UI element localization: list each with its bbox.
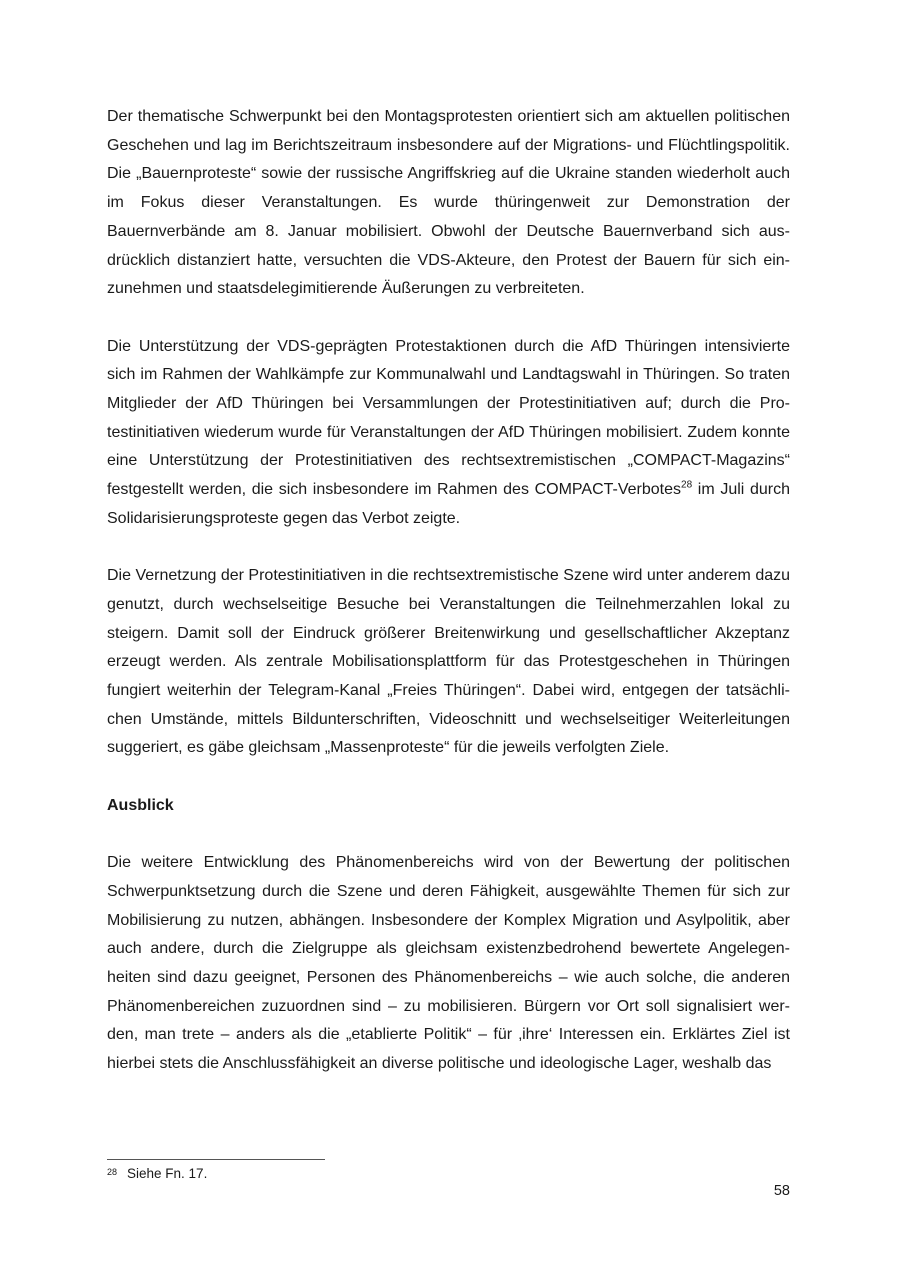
paragraph-montagsproteste: Der thematische Schwerpunkt bei den Montagsprotesten orientiert sich am aktuellen politischen Geschehen und lag im Berichtszeitraum insbesondere auf der Migrations- und Flüchtlingspolitik. Die „Bauernproteste“ sowie der russische Angriffskrieg auf die Ukraine standen wiederholt auch im Fokus dieser Veranstaltungen. Es wurde thüringenweit zur Demonstration der Bauernverbände am 8. Januar mobilisiert. Obwohl der Deutsche Bauernverband sich ausdrücklich distanziert hatte, versuchten die VDS-Akteure, den Protest der Bauern für sich einzunehmen und staatsdelegimitierende Äußerungen zu verbreiteten. — [107, 108, 790, 298]
footnote-28 — [107, 1165, 207, 1183]
page-body — [107, 103, 790, 1079]
page-number: 58 — [773, 1183, 790, 1199]
paragraph-afd-unterstuetzung — [107, 333, 790, 534]
paragraph-ausblick: Die weitere Entwicklung des Phänomenbereichs wird von der Bewertung der politischen Schwerpunktsetzung durch die Szene und deren Fähigkeit, ausgewählte Themen für sich zur Mobilisierung zu nutzen, abhängen. Insbesondere der Komplex Migration und Asylpolitik, aber auch andere, durch die Zielgruppe als gleichsam existenzbedrohend bewertete Angelegenheiten sind dazu geeignet, Personen des Phänomenbereichs – wie auch solche, die anderen Phänomenbereichen zuzuordnen sind – zu mobilisieren. Bürgern vor Ort soll signalisiert werden, man trete – anders als die „etablierte Politik“ – für ‚ihre‘ Interessen ein. Erklärtes Ziel ist hierbei stets die Anschlussfähigkeit an diverse politische und ideologische Lager, weshalb das — [107, 854, 790, 1073]
footnote-text: Siehe Fn. 17. — [127, 1166, 208, 1181]
footnote-divider — [107, 1159, 325, 1160]
paragraph-afd-text-end: im Juli durch Solidarisierungsproteste gegen das Verbot zeigte. — [107, 481, 791, 527]
section-heading-ausblick: Ausblick — [107, 796, 174, 814]
paragraph-vernetzung: Die Vernetzung der Protestinitiativen in die rechtsextremistische Szene wird unter anderem dazu genutzt, durch wechselseitige Besuche bei Veranstaltungen die Teilnehmerzahlen lokal zu steigern. Damit soll der Eindruck größerer Breitenwirkung und gesellschaftlicher Akzeptanz erzeugt werden. Als zentrale Mobilisationsplattform für das Protestgeschehen in Thüringen fungiert weiterhin der Telegram-Kanal „Freies Thüringen“. Dabei wird, entgegen der tatsächlichen Umstände, mittels Bildunterschriften, Videoschnitt und wechselseitiger Weiterleitungen suggeriert, es gäbe gleichsam „Massenproteste“ für die jeweils verfolgten Ziele. — [107, 567, 791, 757]
footnote-mark: 28 — [107, 1167, 118, 1177]
paragraph-afd-text: Die Unterstützung der VDS-geprägten Protestaktionen durch die AfD Thüringen intensivierte sich im Rahmen der Wahlkämpfe zur Kommunalwahl und Landtagswahl in Thüringen. So traten Mitglieder der AfD Thüringen bei Versammlungen der Protestinitiativen auf; durch die Protestinitiativen wiederum wurde für Veranstaltungen der AfD Thüringen mobilisiert. Zudem konnte eine Unterstützung der Protestinitiativen des rechtsextremistischen „COMPACT-Magazins“ festgestellt werden, die sich insbesondere im Rahmen des COMPACT-Verbotes — [107, 337, 790, 499]
footnote-reference-28[interactable]: 28 — [681, 479, 693, 491]
